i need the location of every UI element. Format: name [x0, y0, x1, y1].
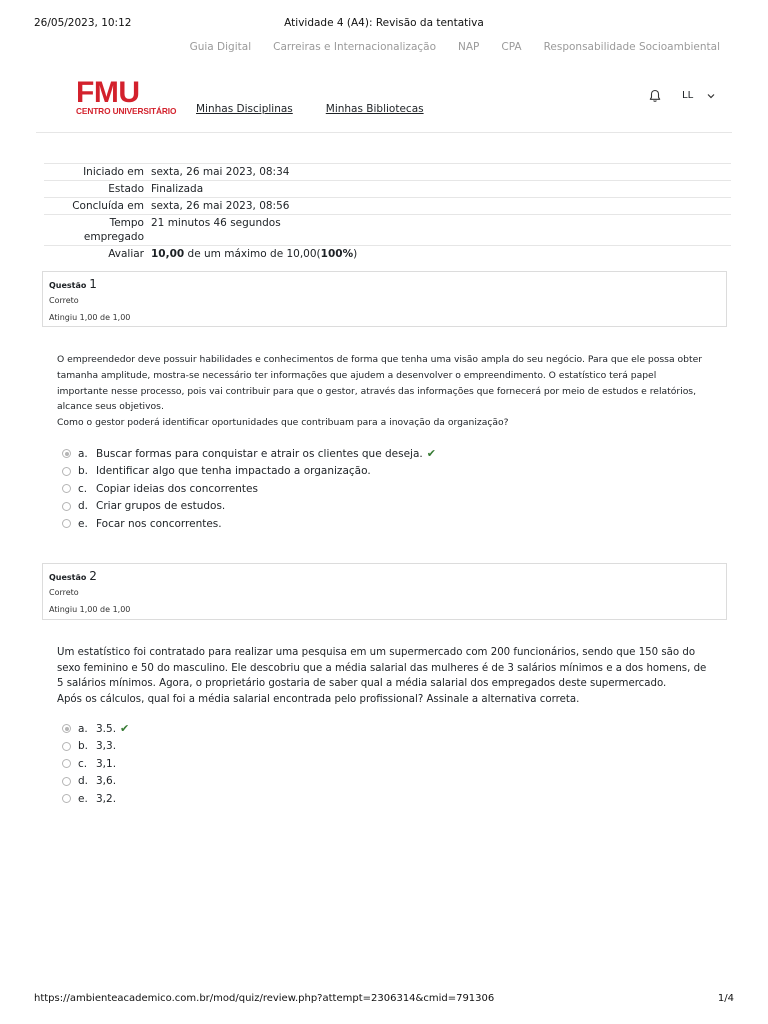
- summary-value: sexta, 26 mai 2023, 08:56: [148, 198, 731, 215]
- answer-option[interactable]: c. 3,1.: [62, 755, 129, 773]
- answer-option[interactable]: b. 3,3.: [62, 738, 129, 756]
- question-status: Correto: [49, 588, 79, 597]
- summary-row-concluida: [44, 198, 731, 215]
- summary-label: Iniciado em: [44, 164, 148, 181]
- summary-value: sexta, 26 mai 2023, 08:34: [148, 164, 731, 181]
- print-header: [34, 17, 734, 31]
- print-datetime: 26/05/2023, 10:12: [34, 17, 132, 29]
- summary-value: [148, 246, 731, 263]
- logo-subtitle: CENTRO UNIVERSITÁRIO: [76, 106, 177, 116]
- question-body: Um estatístico foi contratado para realizar uma pesquisa em um supermercado com 200 funcionários, sendo que 150 são do sexo feminino e 50 do masculino. Ele descobriu que a média salarial das mulheres é de 3 salários mínimos e a dos homens, de 5 salários mínimos. Agora, o proprietário gostaria de saber qual a média salarial dos empregados deste supermercado.: [57, 647, 707, 689]
- attempt-summary: [44, 163, 731, 262]
- answer-option[interactable]: a. 3.5. ✔: [62, 720, 129, 738]
- print-url: https://ambienteacademico.com.br/mod/quiz/review.php?attempt=2306314&cmid=791306: [34, 993, 495, 1004]
- question-mark: Atingiu 1,00 de 1,00: [49, 313, 131, 322]
- check-icon: ✔: [120, 722, 130, 736]
- answer-option[interactable]: c. Copiar ideias dos concorrentes: [62, 480, 436, 498]
- summary-row-tempo: [44, 215, 731, 246]
- radio-button[interactable]: [62, 759, 71, 768]
- answer-list-1: [62, 445, 436, 533]
- question-number: Questão 1: [49, 277, 97, 291]
- user-initials: LL: [682, 90, 694, 101]
- summary-label: Avaliar: [44, 246, 148, 263]
- question-body: O empreendedor deve possuir habilidades e conhecimentos de forma que tenha uma visão ampla do seu negócio. Para que ele possa obter tamanha amplitude, mostra-se necessário ter informações que ajudem a desenvolver o empreendimento. O estatístico terá papel importante nesse processo, pois vai contribuir para que o gestor, através das informações que fornecerá por meio de estudos e relatórios, alcance seus objetivos.: [57, 354, 702, 413]
- radio-button[interactable]: [62, 724, 71, 733]
- question-info-2: [42, 563, 727, 620]
- toplink-guia-digital[interactable]: Guia Digital: [189, 41, 252, 53]
- radio-button[interactable]: [62, 777, 71, 786]
- radio-button[interactable]: [62, 794, 71, 803]
- check-icon: ✔: [426, 447, 436, 461]
- summary-label: Estado: [44, 181, 148, 198]
- page-number: 1/4: [717, 993, 734, 1004]
- answer-option[interactable]: d. 3,6.: [62, 773, 129, 791]
- bell-icon[interactable]: [648, 89, 662, 103]
- answer-option[interactable]: e. 3,2.: [62, 790, 129, 808]
- summary-row-iniciado: [44, 164, 731, 181]
- print-footer: [34, 993, 734, 1007]
- toplink-responsabilidade[interactable]: Responsabilidade Socioambiental: [543, 41, 720, 53]
- radio-button[interactable]: [62, 742, 71, 751]
- toplink-nap[interactable]: NAP: [458, 41, 480, 53]
- question-text-2: [57, 645, 707, 707]
- toplink-cpa[interactable]: CPA: [501, 41, 522, 53]
- logo-brand: FMU: [76, 76, 140, 109]
- question-prompt: Como o gestor poderá identificar oportunidades que contribuam para a inovação da organização?: [57, 417, 509, 429]
- summary-label: Concluída em: [44, 198, 148, 215]
- top-links: [190, 41, 720, 53]
- toplink-carreiras[interactable]: Carreiras e Internacionalização: [273, 41, 437, 53]
- summary-value: Finalizada: [148, 181, 731, 198]
- header-divider: [36, 132, 732, 133]
- question-info-1: [42, 271, 727, 327]
- radio-button[interactable]: [62, 502, 71, 511]
- radio-button[interactable]: [62, 519, 71, 528]
- grade-score: 10,00: [151, 248, 185, 260]
- print-title: Atividade 4 (A4): Revisão da tentativa: [284, 17, 484, 29]
- main-nav: [196, 103, 424, 115]
- answer-option[interactable]: d. Criar grupos de estudos.: [62, 498, 436, 516]
- answer-option[interactable]: b. Identificar algo que tenha impactado a organização.: [62, 463, 436, 481]
- radio-button[interactable]: [62, 484, 71, 493]
- answer-option[interactable]: e. Focar nos concorrentes.: [62, 515, 436, 533]
- user-menu[interactable]: [682, 90, 715, 101]
- question-text-1: [57, 352, 707, 431]
- question-status: Correto: [49, 296, 79, 305]
- nav-minhas-disciplinas[interactable]: Minhas Disciplinas: [196, 103, 293, 115]
- grade-percent: 100%: [320, 248, 354, 260]
- radio-button[interactable]: [62, 467, 71, 476]
- nav-minhas-bibliotecas[interactable]: Minhas Bibliotecas: [325, 103, 424, 115]
- chevron-down-icon: [707, 93, 715, 99]
- question-prompt: Após os cálculos, qual foi a média salarial encontrada pelo profissional? Assinale a alternativa correta.: [57, 693, 580, 705]
- answer-list-2: [62, 720, 129, 808]
- summary-row-estado: [44, 181, 731, 198]
- summary-row-avaliar: [44, 246, 731, 263]
- question-mark: Atingiu 1,00 de 1,00: [49, 605, 131, 614]
- grade-close: ): [353, 248, 358, 260]
- summary-label: Tempo empregado: [44, 215, 148, 246]
- question-number: Questão 2: [49, 569, 97, 583]
- radio-button[interactable]: [62, 449, 71, 458]
- fmu-logo[interactable]: [76, 76, 177, 116]
- grade-max: de um máximo de 10,00(: [184, 248, 321, 260]
- summary-value: 21 minutos 46 segundos: [148, 215, 731, 246]
- answer-option[interactable]: a. Buscar formas para conquistar e atrair os clientes que deseja. ✔: [62, 445, 436, 463]
